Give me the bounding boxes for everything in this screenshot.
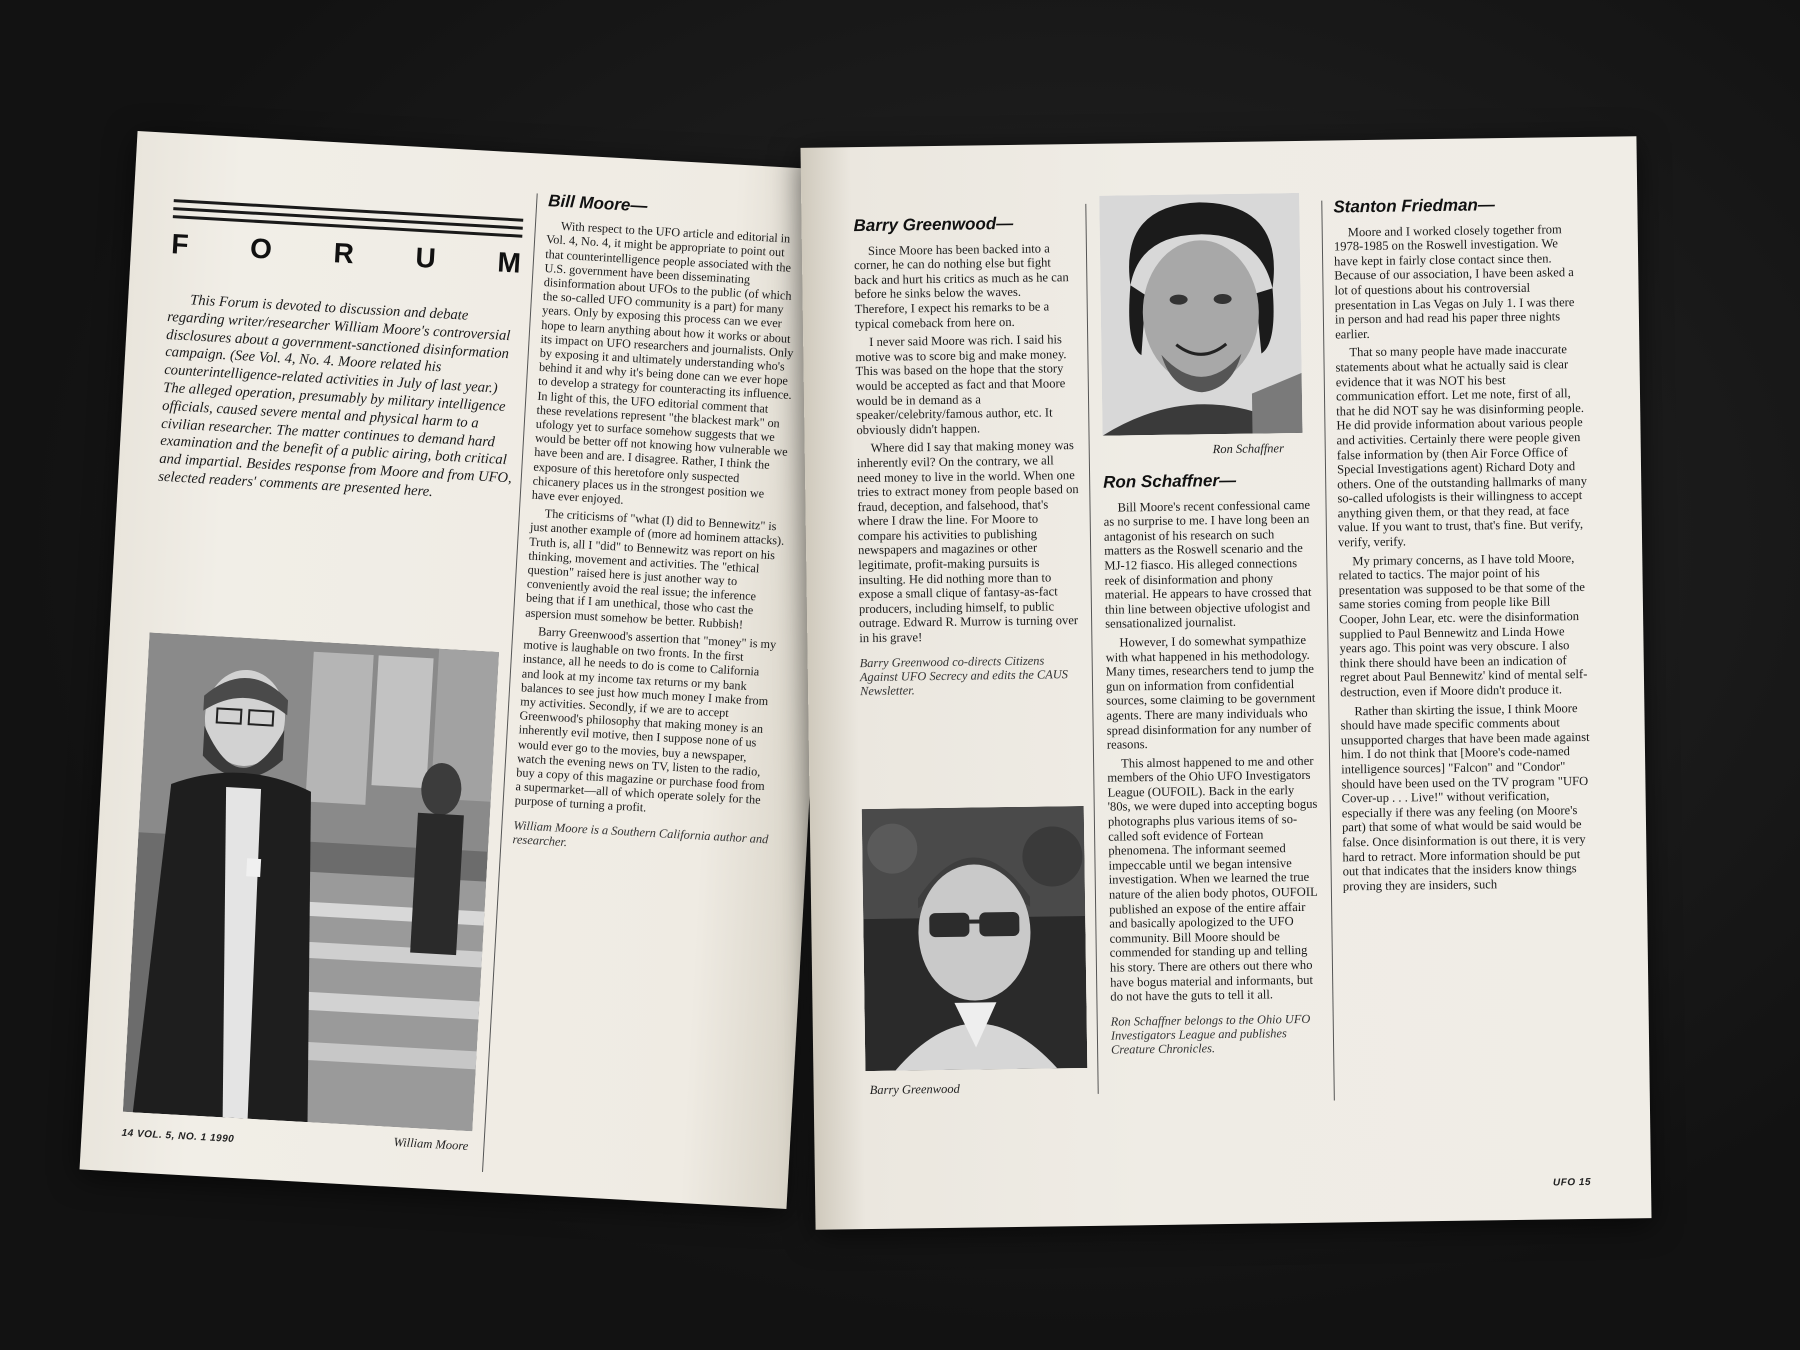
friedman-paragraph: Moore and I worked closely together from 1978-1985 on the Roswell investigation. We have kept in fairly close contact since then. Because of our association, I have been asked a lot of questions about his controversial presentation in Las Vegas on July 1. I was there in person and had read his paper three nights earlier.	[1333, 221, 1575, 342]
moore-column	[512, 191, 804, 860]
schaffner-byline: Ron Schaffner—	[1103, 470, 1237, 492]
greenwood-paragraph: Since Moore has been backed into a corner, he can do nothing else but fight back and hurt his critics as much as he can before he sinks below the waves. Therefore, I expect his remarks to be a typical comeback from here on.	[854, 241, 1069, 331]
friedman-paragraph: My primary concerns, as I have told Moore, related to tactics. The major point of his presentation was supposed to be that some of the same stories coming from people like Bill Cooper, John Lear, etc. were the disinformation supplied to Paul Bennewitz and Linda Howe years ago. This point was very obscure. I also think there should have been an indication of regret about Paul Bennewitz' kind of mental self-destruction, even if Moore didn't produce it.	[1338, 550, 1588, 700]
schaffner-paragraph: However, I do somewhat sympathize with what happened in his methodology. Many times, researchers tend to jump the gun on information from confidential sources, some claiming to be government agents. There are many individuals who spread disinformation for any number of reasons.	[1105, 632, 1316, 752]
barry-greenwood-caption: Barry Greenwood	[869, 1081, 960, 1098]
greenwood-byline: Barry Greenwood—	[853, 213, 1014, 236]
greenwood-paragraph: Where did I say that making money was inherently evil? On the contrary, we all need money to live in the world. When one tries to extract money from people based on fraud, deception, and falsehood, that's where I draw the line. For Moore to compare his activities to publishing newspapers and magazines or other legitimate, profit-making pursuits is insulting. He did nothing more than to expose a small clique of fantasy-as-fact producers, including himself, to public outrage. Edward R. Murrow is turning over in his grave!	[856, 438, 1079, 646]
moore-paragraph: Barry Greenwood's assertion that "money" is my motive is laughable on two fronts. In the first instance, all he needs to do is come to California and look at my income tax returns or my bank balances to see just how much money I make from my activities. Secondly, if we are to accept Greenwood's philosophy that making money is an inherently evil motive, then I suppose none of us would ever go to the movies, buy a newspaper, watch the evening news on TV, listen to the radio, buy a copy of this magazine or purchase food from a supermarket—all of which operate solely for the purpose of turning a profit.	[514, 624, 777, 815]
william-moore-caption: William Moore	[393, 1134, 469, 1154]
schaffner-paragraph: This almost happened to me and other members of the Ohio UFO Investigators League (OUFOIL). Back in the early '80s, we were duped into accepting bogus photographs plus various items of so-called soft evidence of Fortean phenomena. The informant seemed impeccable until we began intensive investigation. When we learned the true nature of the alien body photos, OUFOIL published an expose of the entire affair and basically apologized to the UFO community. Bill Moore should be commended for standing up and telling his story. There are others out there who have bogus material and informants, but do not have the guts to tell it all.	[1107, 753, 1318, 1004]
column-divider	[1321, 201, 1335, 1101]
friedman-paragraph: That so many people have made inaccurate statements about what he actually said is clear evidence that it was NOT his best communication effort. Let me note, first of all, that he did NOT say he was disinforming people. He did provide information about various people and activities. Certainly there were people given false information by (then Air Force Office of Special Investigations agent) Richard Doty and others. One of the outstanding hallmarks of many so-called ufologists is their willingness to accept anything given them, or that they read, at face value. If you want to trust, that's fine. But verify, verify, verify.	[1335, 342, 1588, 550]
greenwood-column	[853, 213, 1082, 698]
greenwood-paragraph: I never said Moore was rich. I said his motive was to score big and make money. This was based on the hope that the story would be accepted as fact and that Moore would be in demand as a speaker/celebrity/famous author, etc. It obviously didn't happen.	[855, 332, 1067, 437]
friedman-paragraph: Rather than skirting the issue, I think Moore should have made specific comments about unsupported charges that have been made against him. I do not think that [Moore's code-named intelligence sources] "Falcon" and "Condor" should have been used on the TV program "UFO Cover-up . . . Live!" without verification, especially if there was any feeling (on Moore's part) that some of what would be said would be false. Once disinformation is out there, it is very hard to retract. More information should be put out that indicates that the insiders know things proving they are insiders, such	[1340, 700, 1590, 894]
forum-intro: This Forum is devoted to discussion and debate regarding writer/researcher William Moore's controversial disclosures about a government-sanctioned disinformation campaign. (See Vol. 4, No. 4. Moore related his counterintelligence-related activities in July of last year.) The alleged operation, presumably by military intelligence officials, caused severe mental and physical harm to a civilian researcher. The matter continues to demand hard examination and the benefit of a public airing, both critical and impartial. Besides response from Moore and from UFO, selected readers' comments are presented here.	[157, 292, 513, 501]
barry-greenwood-photo	[862, 806, 1088, 1071]
forum-title	[170, 228, 521, 279]
forum-letter: M	[496, 246, 522, 279]
left-page	[80, 131, 845, 1209]
column-divider	[1085, 204, 1098, 1094]
schaffner-paragraph: Bill Moore's recent confessional came as no surprise to me. I have long been an antagonist of his research on such matters as the Roswell scenario and the MJ-12 fiasco. His alleged connections reek of disinformation and phony material. He appears to have crossed that thin line between objective ufologist and sensationalized journalist.	[1103, 497, 1312, 632]
friedman-column	[1333, 197, 1593, 898]
ron-schaffner-caption: Ron Schaffner	[1212, 441, 1284, 457]
forum-letter: F	[170, 228, 190, 261]
left-folio: 14 VOL. 5, NO. 1 1990	[121, 1127, 235, 1146]
forum-letter: O	[249, 232, 273, 265]
moore-paragraph: With respect to the UFO article and editorial in Vol. 4, No. 4, it might be appropriate to point out that counterintelligence people associated with the U.S. government have been disseminating disinformation about UFOs to the public (of which the so-called UFO community is a part) for many years. Only by exposing this process can we ever hope to learn anything about how it works or about its impact on UFO researchers and journalists. Only by exposing it and ultimately understanding who's behind it and why it's being done can we ever hope to develop a strategy for counteracting its influence. In light of this, the UFO editorial comment that these revelations represent "the blackest mark" on ufology yet to surface somehow suggests that we would be better off not knowing how vulnerable we have been and are. I disagree. Rather, I think the exposure of this heretofore only suspected chicanery places us in the strongest position we have ever enjoyed.	[531, 219, 794, 507]
forum-letter: R	[332, 237, 355, 270]
ron-schaffner-photo-image	[1099, 193, 1302, 436]
schaffner-bio: Ron Schaffner belongs to the Ohio UFO Investigators League and publishes Creature Chronicles.	[1110, 1011, 1311, 1057]
right-page	[800, 136, 1651, 1230]
ron-schaffner-photo	[1099, 193, 1302, 436]
moore-byline: Bill Moore—	[547, 191, 648, 216]
moore-paragraph: The criticisms of "what (I) did to Bennewitz" is just another example of (more ad hominem attacks). Truth is, all I "did" to Bennewitz was report on his thinking, movement and activities. The "ethical question" raised here is just another way to conveniently avoid the real issue; the inference being that if I am unethical, those who cast the aspersion must somehow be better. Rubbish!	[524, 506, 785, 632]
right-folio: UFO 15	[1552, 1176, 1592, 1189]
greenwood-bio: Barry Greenwood co-directs Citizens Against UFO Secrecy and edits the CAUS Newsletter.	[859, 653, 1069, 698]
barry-greenwood-photo-image	[862, 806, 1088, 1071]
schaffner-column	[1103, 470, 1321, 1057]
william-moore-photo-image	[123, 633, 499, 1132]
moore-bio: William Moore is a Southern California author and researcher.	[512, 817, 769, 849]
william-moore-photo	[123, 633, 499, 1132]
forum-letter: U	[414, 241, 437, 274]
friedman-byline: Stanton Friedman—	[1333, 195, 1495, 217]
